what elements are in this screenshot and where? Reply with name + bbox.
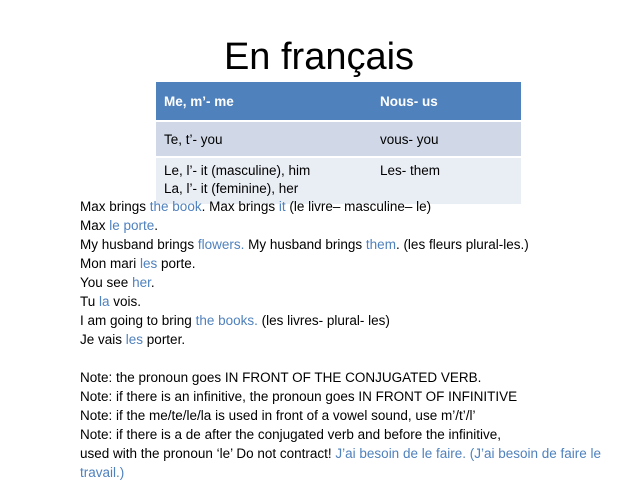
note-line: Note: if the me/te/le/la is used in front of a vowel sound, use m’/t’/l’: [80, 408, 476, 423]
note-line: Note: the pronoun goes IN FRONT OF THE CONJUGATED VERB.: [80, 370, 482, 385]
highlight-span: the book: [149, 199, 202, 214]
highlight-span: the books.: [195, 313, 258, 328]
text-body: [80, 197, 636, 482]
example-line: [80, 254, 636, 273]
example-line: [80, 330, 636, 349]
text-span: . Max brings: [201, 199, 279, 214]
example-line: [80, 197, 636, 216]
table-cell-line: Le, l’- it (masculine), him: [164, 163, 311, 178]
text-span: .: [150, 275, 155, 290]
table-header-row: [156, 82, 521, 121]
example-line: [80, 216, 636, 235]
note-line: [80, 444, 636, 482]
highlight-span: la: [99, 294, 110, 309]
highlight-span: her: [132, 275, 151, 290]
text-span: . (les fleurs plural-les.): [395, 237, 529, 252]
text-span: Max brings: [80, 199, 150, 214]
page-title: En français: [223, 36, 415, 78]
text-span: .: [154, 218, 159, 233]
text-span: My husband brings: [244, 237, 366, 252]
pronoun-table: [156, 82, 521, 206]
highlight-span: them: [365, 237, 396, 252]
table-cell: Te, t’- you: [156, 121, 372, 157]
text-span: Je vais: [80, 332, 126, 347]
highlight-span: les: [125, 332, 144, 347]
example-line: [80, 311, 636, 330]
note-line: Note: if there is a de after the conjugated verb and before the infinitive,: [80, 427, 502, 442]
text-span: I am going to bring: [80, 313, 196, 328]
table-row: [156, 121, 521, 157]
table-cell: Les- them: [372, 157, 521, 205]
example-line: [80, 273, 636, 292]
text-span: vois.: [109, 294, 142, 309]
highlight-span: it: [278, 199, 286, 214]
spacer: [80, 349, 636, 368]
table-cell-line: La, l’- it (feminine), her: [164, 181, 299, 196]
text-span: (le livre– masculine– le): [285, 199, 432, 214]
text-span: Max: [80, 218, 110, 233]
highlight-span: le porte: [109, 218, 155, 233]
example-line: [80, 292, 636, 311]
table-cell: vous- you: [372, 121, 521, 157]
note-line: Note: if there is an infinitive, the pronoun goes IN FRONT OF INFINITIVE: [80, 389, 518, 404]
text-span: Mon mari: [80, 256, 141, 271]
table-cell: Me, m’- me: [156, 82, 372, 121]
text-span: porter.: [143, 332, 186, 347]
text-span: (les livres- plural- les): [257, 313, 390, 328]
table-cell: Nous- us: [372, 82, 521, 121]
text-span: used with the pronoun ‘le’ Do not contract!: [80, 446, 336, 461]
text-span: My husband brings: [80, 237, 198, 252]
highlight-span: les: [140, 256, 158, 271]
example-line: [80, 235, 636, 254]
text-span: porte.: [157, 256, 196, 271]
highlight-span: flowers.: [197, 237, 245, 252]
highlight-span: J’ai besoin de le faire. (J’ai besoin de faire le travail.): [80, 446, 602, 480]
text-span: You see: [80, 275, 133, 290]
text-span: Tu: [80, 294, 100, 309]
